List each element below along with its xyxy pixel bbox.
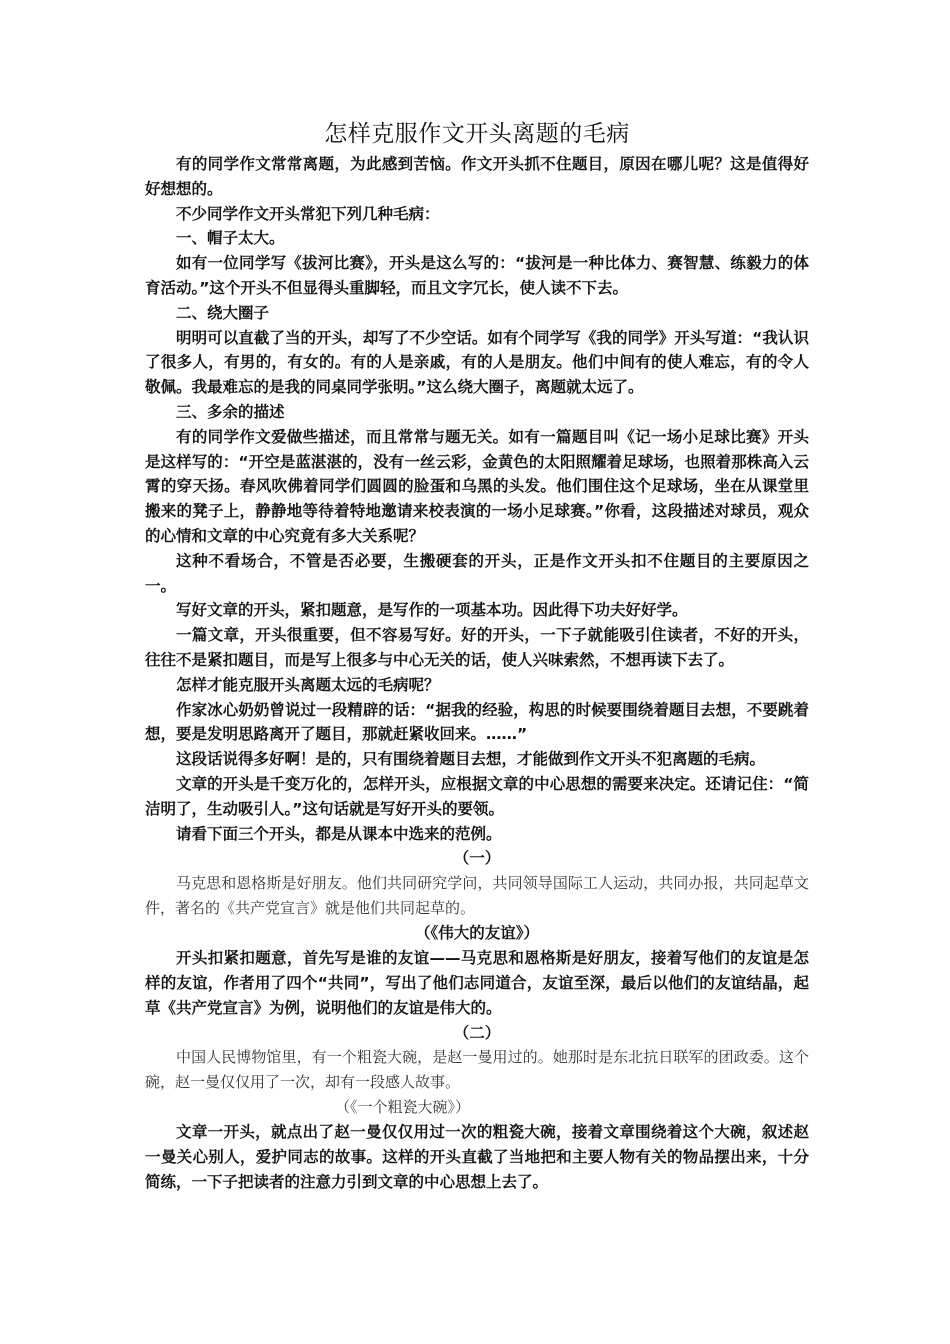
document-title: 怎样克服作文开头离题的毛病 <box>324 121 630 147</box>
example-source-1: （《伟大的友谊》） <box>414 924 539 943</box>
problem-paragraph-2: 明明可以直截了当的开头，却写了不少空话。如有个同学写《我的同学》开头写道：“我认识了很多人，有男的，有女的。有的人是亲戚，有的人是朋友。他们中间有的使人难忘，有的令人敬佩。我最难忘的是我的同桌同学张明。”这么绕大圈子，离题就太远了。 <box>145 328 809 397</box>
problem-heading-1: 一、帽子太大。 <box>176 229 285 248</box>
examples-intro: 请看下面三个开头，都是从课本中选来的范例。 <box>176 824 502 843</box>
advice-paragraph: 文章的开头是千变万化的，怎样开头，应根据文章的中心思想的需要来决定。还请记住：“简洁明了，生动吸引人。”这句话就是写好开头的要领。 <box>145 774 809 818</box>
question-paragraph: 怎样才能克服开头离题太远的毛病呢？ <box>176 675 440 694</box>
bingxin-quote-paragraph: 作家冰心奶奶曾说过一段精辟的话：“据我的经验，构思的时候要围绕着题目去想，不要跳着想，要是发明思路离开了题目，那就赶紧收回来。……” <box>145 700 809 744</box>
intro-paragraph: 有的同学作文常常离题，为此感到苦恼。作文开头抓不住题目，原因在哪儿呢？这是值得好好想想的。 <box>145 155 809 198</box>
problems-intro: 不少同学作文开头常犯下列几种毛病： <box>176 204 440 223</box>
problem-heading-3: 三、多余的描述 <box>176 402 285 421</box>
document-page <box>145 118 809 1195</box>
problem-paragraph-1: 如有一位同学写《拔河比赛》，开头是这么写的：“拔河是一种比体力、赛智慧、练毅力的体育活动。”这个开头不但显得头重脚轻，而且文字冗长，使人读不下去。 <box>145 254 809 297</box>
example-analysis-2: 文章一开头，就点出了赵一曼仅仅用过一次的粗瓷大碗，接着文章围绕着这个大碗，叙述赵一曼关心别人，爱护同志的故事。这样的开头直截了当地把和主要人物有关的物品摆出来，十分简练，一下子把读者的注意力引到文章的中心思想上去了。 <box>145 1123 809 1191</box>
summary-paragraph: 这种不看场合，不管是否必要，生搬硬套的开头，正是作文开头扣不住题目的主要原因之一。 <box>145 551 809 595</box>
example-number-1: （一） <box>453 849 501 868</box>
skill-paragraph: 写好文章的开头，紧扣题意，是写作的一项基本功。因此得下功夫好好学。 <box>176 601 688 620</box>
importance-paragraph: 一篇文章，开头很重要，但不容易写好。好的开头，一下子就能吸引住读者，不好的开头，往往不是紧扣题目，而是写上很多与中心无关的话，使人兴味索然，不想再读下去了。 <box>145 626 809 669</box>
example-number-2: （二） <box>453 1023 501 1042</box>
problem-heading-2: 二、绕大圈子 <box>176 303 270 322</box>
example-text-1: 马克思和恩格斯是好朋友。他们共同研究学问，共同领导国际工人运动，共同办报，共同起草文件，著名的《共产党宣言》就是他们共同起草的。 <box>145 874 809 918</box>
comment-paragraph: 这段话说得多好啊！是的，只有围绕着题目去想，才能做到作文开头不犯离题的毛病。 <box>176 750 766 769</box>
example-source-2: （《一个粗瓷大碗》） <box>335 1098 471 1117</box>
example-text-2: 中国人民博物馆里，有一个粗瓷大碗，是赵一曼用过的。她那时是东北抗日联军的团政委。这个碗，赵一曼仅仅用了一次，却有一段感人故事。 <box>145 1048 809 1092</box>
problem-paragraph-3: 有的同学作文爱做些描述，而且常常与题无关。如有一篇题目叫《记一场小足球比赛》开头是这样写的：“开空是蓝湛湛的，没有一丝云彩，金黄色的太阳照耀着足球场，也照着那株高入云霄的穿天扬。春风吹佛着同学们圆圆的脸蛋和乌黑的头发。他们围住这个足球场，坐在从课堂里搬来的凳子上，静静地等待着特地邀请来校表演的一场小足球赛。”你看，这段描述对球员，观众的心情和文章的中心究竟有多大关系呢？ <box>145 427 809 545</box>
example-analysis-1: 开头扣紧扣题意，首先写是谁的友谊——马克思和恩格斯是好朋友，接着写他们的友谊是怎样的友谊，作者用了四个“共同”，写出了他们志同道合，友谊至深，最后以他们的友谊结晶，起草《共产党宣言》为例，说明他们的友谊是伟大的。 <box>145 949 809 1017</box>
